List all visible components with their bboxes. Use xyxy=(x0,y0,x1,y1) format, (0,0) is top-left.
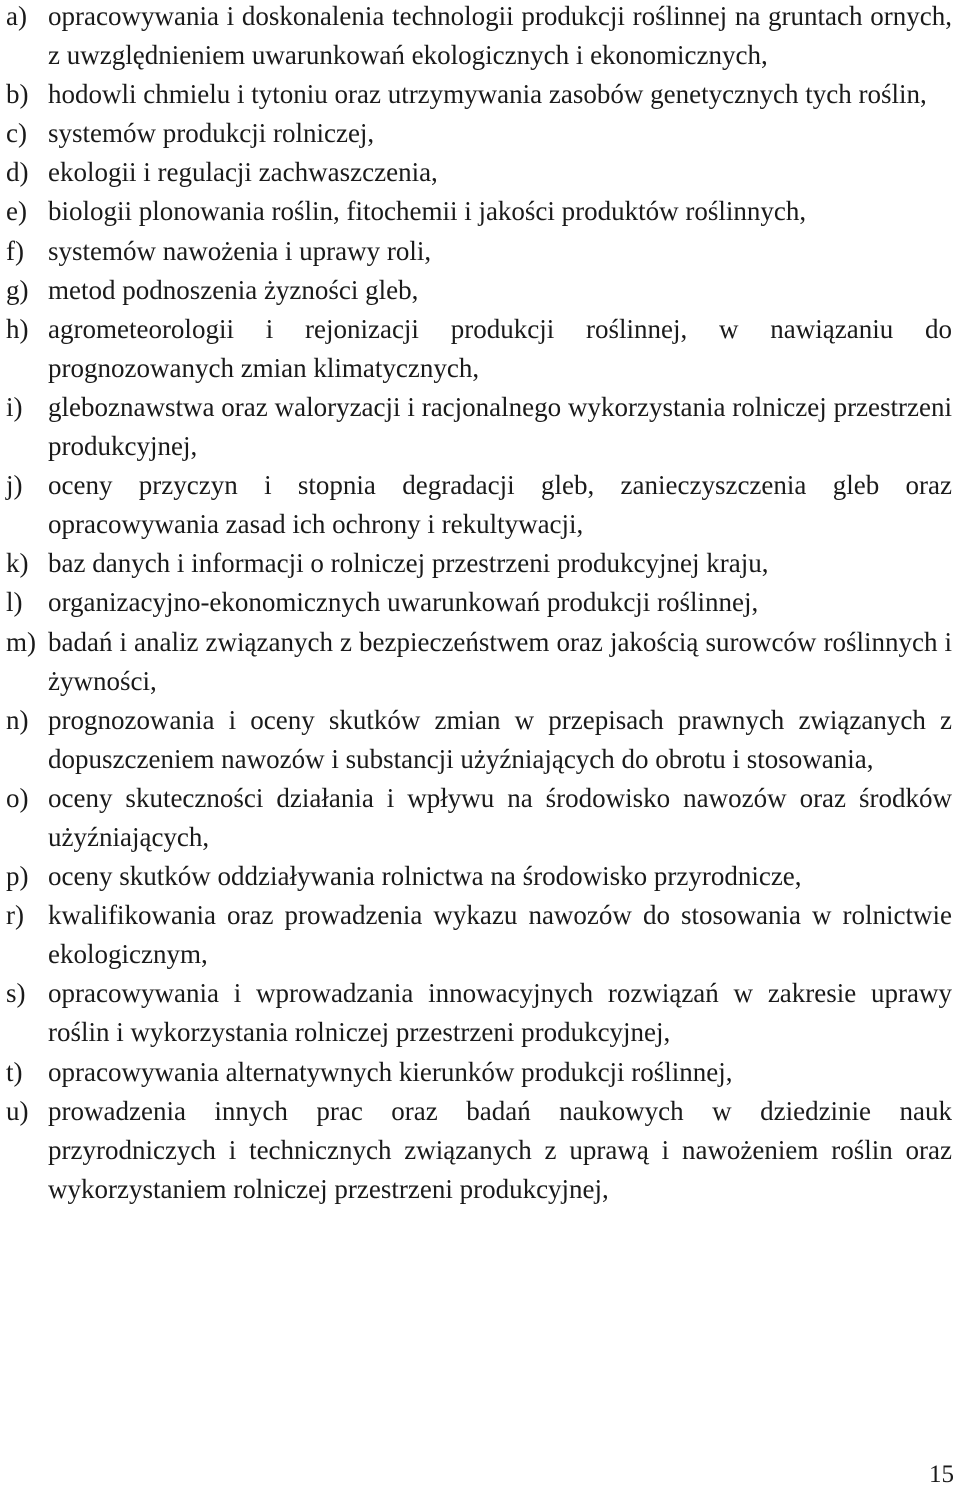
list-item-text: opracowywania alternatywnych kierunków produkcji roślinnej, xyxy=(48,1056,733,1087)
list-item-marker: b) xyxy=(6,79,29,110)
page-number: 15 xyxy=(929,1461,954,1488)
list-item-text: gleboznawstwa oraz waloryzacji i racjonalnego wykorzystania rolniczej przestrzeni produkcyjnej, xyxy=(48,391,952,462)
list-item-marker: h) xyxy=(6,313,29,344)
list-item-text: metod podnoszenia żyzności gleb, xyxy=(48,274,419,305)
list-item-text: opracowywania i doskonalenia technologii produkcji roślinnej na gruntach ornych, z uwzględnieniem uwarunkowań ekologicznych i ekonomicznych, xyxy=(48,1,952,71)
list-item xyxy=(6,779,952,857)
list-item-text: organizacyjno-ekonomicznych uwarunkowań produkcji roślinnej, xyxy=(48,587,759,618)
list-item xyxy=(6,232,952,271)
list-item xyxy=(6,192,952,231)
list-item xyxy=(6,623,952,701)
list-item-marker: k) xyxy=(6,548,29,579)
list-item-marker: a) xyxy=(6,1,27,31)
list-item-marker: d) xyxy=(6,157,29,188)
list-item-text: prowadzenia innych prac oraz badań naukowych w dziedzinie nauk przyrodniczych i technicznych związanych z uprawą i nawożeniem roślin oraz wykorzystaniem rolniczej przestrzeni produkcyjnej, xyxy=(48,1095,952,1204)
list-item-marker: c) xyxy=(6,118,27,149)
list-item-marker: g) xyxy=(6,274,29,305)
list-item-text: opracowywania i wprowadzania innowacyjnych rozwiązań w zakresie uprawy roślin i wykorzystania rolniczej przestrzeni produkcyjnej, xyxy=(48,978,952,1048)
list-item xyxy=(6,310,952,388)
list-item xyxy=(6,466,952,544)
list-item-text: agrometeorologii i rejonizacji produkcji roślinnej, w nawiązaniu do prognozowanych zmian klimatycznych, xyxy=(48,313,952,383)
list-item-marker: u) xyxy=(6,1095,29,1126)
list-item-marker: r) xyxy=(6,900,24,931)
list-item xyxy=(6,114,952,153)
list-item-marker: l) xyxy=(6,587,23,618)
list-item xyxy=(6,1053,952,1092)
list-item-marker: p) xyxy=(6,861,29,892)
list-item-marker: o) xyxy=(6,782,29,813)
list-item xyxy=(6,1092,952,1209)
list-item-marker: s) xyxy=(6,978,26,1009)
list-item-text: oceny skutków oddziaływania rolnictwa na środowisko przyrodnicze, xyxy=(48,861,802,892)
list-item-text: badań i analiz związanych z bezpieczeństwem oraz jakością surowców roślinnych i żywności, xyxy=(48,626,952,696)
list-item xyxy=(6,388,952,466)
list-item-text: hodowli chmielu i tytoniu oraz utrzymywania zasobów genetycznych tych roślin, xyxy=(48,79,927,110)
list-item-text: kwalifikowania oraz prowadzenia wykazu nawozów do stosowania w rolnictwie ekologicznym, xyxy=(48,900,952,970)
list-item xyxy=(6,857,952,896)
list-item-marker: n) xyxy=(6,704,29,735)
list-item-text: baz danych i informacji o rolniczej przestrzeni produkcyjnej kraju, xyxy=(48,548,769,579)
research-areas-list xyxy=(6,0,952,1209)
list-item-text: ekologii i regulacji zachwaszczenia, xyxy=(48,157,438,188)
list-item-marker: f) xyxy=(6,235,24,266)
list-item-marker: t) xyxy=(6,1056,23,1087)
list-item-text: oceny skuteczności działania i wpływu na środowisko nawozów oraz środków użyźniających, xyxy=(48,782,952,852)
list-item-text: oceny przyczyn i stopnia degradacji gleb, zanieczyszczenia gleb oraz opracowywania zasad ich ochrony i rekultywacji, xyxy=(48,470,952,540)
list-item xyxy=(6,153,952,192)
list-item-marker: e) xyxy=(6,196,27,227)
list-item xyxy=(6,896,952,974)
list-item-text: systemów produkcji rolniczej, xyxy=(48,118,375,149)
list-item xyxy=(6,75,952,114)
list-item xyxy=(6,271,952,310)
list-item-text: prognozowania i oceny skutków zmian w przepisach prawnych związanych z dopuszczeniem nawozów i substancji użyźniających do obrotu i stosowania, xyxy=(48,704,952,774)
list-item-text: biologii plonowania roślin, fitochemii i jakości produktów roślinnych, xyxy=(48,196,807,227)
list-item-marker: i) xyxy=(6,391,23,422)
list-item xyxy=(6,701,952,779)
list-item xyxy=(6,974,952,1052)
list-item xyxy=(6,544,952,583)
list-item-text: systemów nawożenia i uprawy roli, xyxy=(48,235,432,266)
list-item xyxy=(6,583,952,622)
list-item xyxy=(6,0,952,75)
list-item-marker: m) xyxy=(6,626,36,657)
list-item-marker: j) xyxy=(6,470,23,501)
